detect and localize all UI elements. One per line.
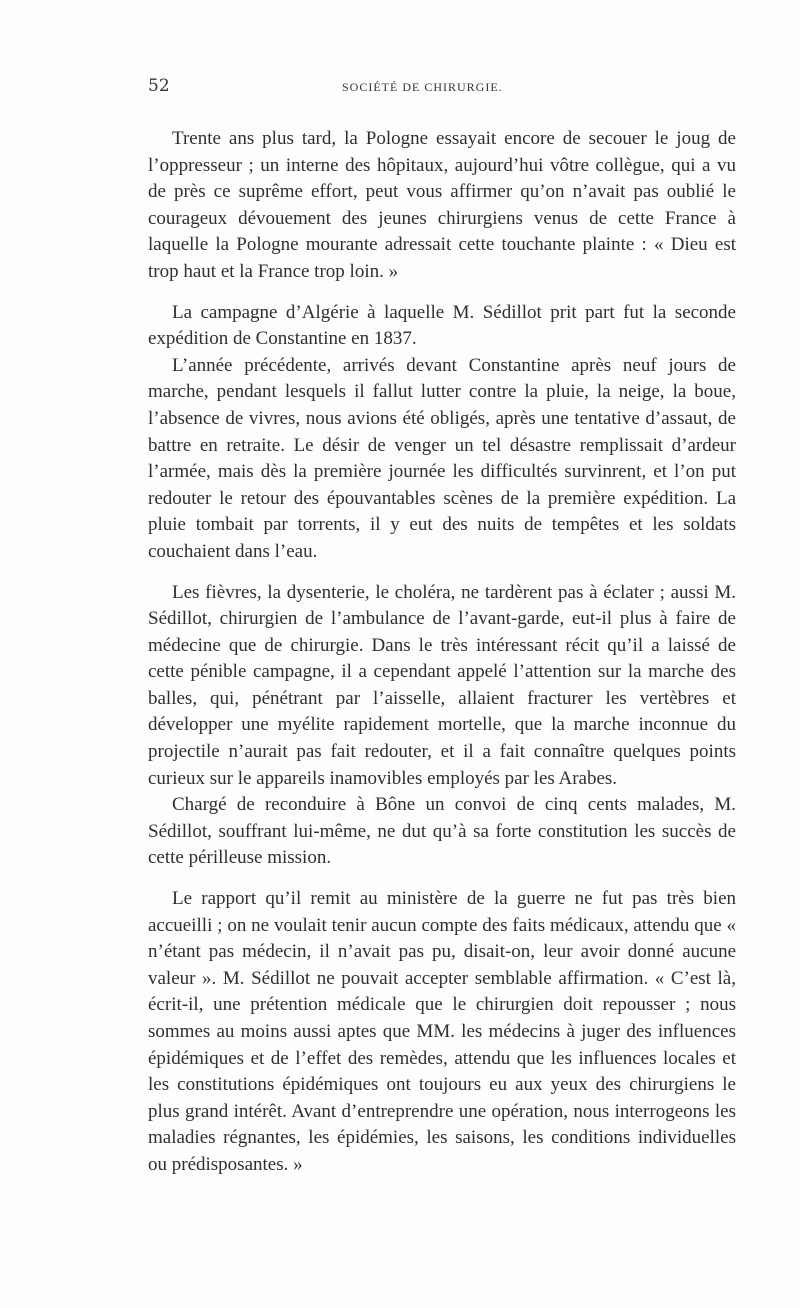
paragraph-5: Chargé de reconduire à Bône un convoi de cinq cents malades, M. Sédillot, souffrant lui-même, ne dut qu’à sa forte constitution les succès de cette périlleuse mission. (148, 794, 736, 869)
body-text (148, 126, 736, 1179)
paragraph-3: L’année précédente, arrivés devant Constantine après neuf jours de marche, pendant lesquels il fallut lutter contre la pluie, la neige, la boue, l’absence de vivres, nous avions été obligés, après une tentative d’assaut, de battre en retraite. Le désir de venger un tel désastre remplissait d’ardeur l’armée, mais dès la première journée les difficultés survinrent, et l’on put redouter le retour des épouvantables scènes de la première expédition. La pluie tombait par torrents, il y eut des nuits de tempêtes et les soldats couchaient dans l’eau. (148, 354, 736, 562)
running-head-title: SOCIÉTÉ DE CHIRURGIE. (342, 80, 503, 94)
paragraph-6: Le rapport qu’il remit au ministère de la guerre ne fut pas très bien accueilli ; on ne voulait tenir aucun compte des faits médicaux, attendu que « n’étant pas médecin, il n’avait pas pu, disait-on, leur avoir donné aucune valeur ». M. Sédillot ne pouvait accepter semblable affirmation. « C’est là, écrit-il, une prétention médicale que le chirurgien doit repousser ; nous sommes au moins aussi aptes que MM. les médecins à juger des influences épidémiques et de l’effet des remèdes, attendu que les influences locales et les constitutions épidémiques ont toujours eu aux yeux des chirurgiens le plus grand intérêt. Avant d’entreprendre une opération, nous interrogeons les maladies régnantes, les épidémies, les saisons, les conditions individuelles ou prédisposantes. » (148, 888, 736, 1175)
paragraph-1: Trente ans plus tard, la Pologne essayait encore de secouer le joug de l’oppresseur ; un interne des hôpitaux, aujourd’hui vôtre collègue, qui a vu de près ce suprême effort, peut vous affirmer qu’on n’avait pas oublié le courageux dévouement des jeunes chirurgiens venus de cette France à laquelle la Pologne mourante adressait cette touchante plainte : « Dieu est trop haut et la France trop loin. » (148, 128, 736, 282)
running-head (148, 76, 738, 100)
paragraph-2: La campagne d’Algérie à laquelle M. Sédillot prit part fut la seconde expédition de Constantine en 1837. (148, 301, 736, 350)
paragraph-4: Les fièvres, la dysenterie, le choléra, ne tardèrent pas à éclater ; aussi M. Sédillot, chirurgien de l’ambulance de l’avant-garde, eut-il plus à faire de médecine que de chirurgie. Dans le très intéressant récit qu’il a laissé de cette pénible campagne, il a cependant appelé l’attention sur la marche des balles, qui, pénétrant par l’aisselle, allaient fracturer les vertèbres et développer une myélite rapidement mortelle, que la marche inconnue du projectile n’aurait pas fait redouter, et il a fait connaître quelques points curieux sur le appareils inamovibles employés par les Arabes. (148, 581, 736, 789)
page-number: 52 (148, 76, 170, 96)
